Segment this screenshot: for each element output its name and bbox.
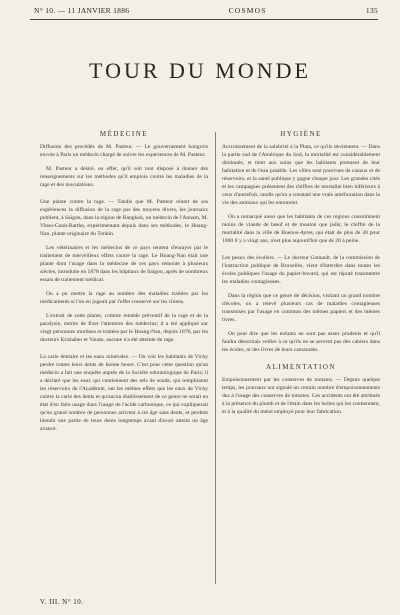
right-column	[222, 130, 380, 422]
page-number: 135	[365, 5, 378, 15]
article-paragraph: On a remarqué aussi que les habitants de ces régions consomment moins de viande de bœuf et de mouton que jadis; le chiffre de la mortalité dans la ville de Buenos-Ayres, qui était de plus de 30 pour 1000 il y a vingt ans, n'est plus aujourd'hui que de 20 à peine.	[222, 214, 380, 244]
article-paragraph: On peut dire que les enfants ne sont pas assez prudents et qu'il faudra désormais veiller à ce qu'ils ne se servent pas des cahiers dans les écoles, ni des livres de leurs camarades.	[222, 331, 380, 353]
article-paragraph: Dans la région que ce genre de décision, visitant un grand nombre d'écoles, on a relevé plusieurs cas de maladies contagieuses transmises par l'usage en commun des mêmes papiers et des mêmes livres.	[222, 293, 380, 323]
section-heading-hygiene: HYGIÈNE	[280, 130, 322, 138]
article-paragraph: Accroissement de la salubrité à la Plata, ce qu'ils deviennent. — Dans la partie sud de l'Amérique du Sud, la mortalité est considérablement diminuée, et tient aux soins que les habitants prennent de leur habitation et de l'eau potable. Les villes sont pourvues de canaux et de réservoirs, et la santé publique y gagne chaque jour. Les grandes cités et les campagnes présentent des chiffres de mortalité bien inférieurs à ceux d'autrefois, tandis qu'on a constaté une vraie amélioration dans la vie des animaux qui les entourent.	[222, 144, 380, 206]
article-paragraph: On a pu mettre la rage au nombre des maladies traitées par les médicaments si l'on en jugeait par l'effet conservé sur les chiens.	[40, 291, 208, 305]
article-paragraph: Les vétérinaires et les médecins de ce pays tentent d'enrayer par le traitement de merveilleux effets contre la rage. Le Hoang-Nan était une plante dont l'usage dans la médecine de ces pays remonte à plusieurs siècles, introduite en 1878 dans les hôpitaux de Saïgon, après de nombreux essais de traitement médical.	[40, 245, 208, 283]
journal-name: COSMOS	[228, 5, 267, 15]
page-header	[34, 4, 378, 16]
header-rule	[30, 19, 378, 20]
article-paragraph: Diffusion des procédés de M. Pasteur. — Le gouvernement hongrois envoie à Paris un médecin chargé de suivre les expériences de M. Pasteur.	[40, 144, 208, 158]
article-paragraph: La carie dentaire et les eaux minérales. — On voit les habitants de Vichy perdre toutes leurs dents de bonne heure. C'est pour cette question qu'un médecin a fait une enquête auprès de la Société odontologique de Paris; il a déclaré que les eaux qui contiennent des sels de soude, qui remplissent les réservoirs de l'Académie, ont les mêmes effets que les eaux de Vichy contre la carie des dents et qu'aucun établissement de ce genre ne serait en état d'en faire usage dans l'usage de l'acide carbonique, ce qui expliquerait qu'un grand nombre de personnes arrivent à cet âge sans dents, et perdent bientôt une partie de leurs dents longtemps avant d'avoir atteint un âge avancé.	[40, 354, 208, 432]
section-heading-medecine: MÉDECINE	[99, 130, 149, 138]
issue-number: N° 10. — 11 JANVIER 1886	[34, 5, 130, 15]
article-paragraph: Empoisonnement par les conserves de tomates. — Depuis quelque temps, les journaux ont signalé un certain nombre d'empoisonnements dus à l'usage des conserves de tomates. Ces accidents ont été attribués à la présence du plomb et de l'étain dans les boîtes qui les contiennent, et à la qualité du métal employé pour leur fabrication.	[222, 377, 380, 415]
section-heading-alimentation: ALIMENTATION	[266, 363, 336, 371]
volume-footer: V. III. N° 10.	[40, 598, 84, 606]
left-column	[40, 130, 208, 439]
page-title: TOUR DU MONDE	[89, 58, 311, 83]
article-paragraph: L'extrait de cette plante, comme remède préventif de la rage et de la paralysie, mérite de fixer l'attention des médecins; il a été appliqué sur vingt personnes mordues et traitées par le Hoang-Nan, depuis 1876, par les docteurs Krishaber et Vaudo, aucune n'a été atteinte de rage.	[40, 313, 208, 343]
article-paragraph: Les peaux des écoliers. — Le docteur Gamault, de la commission de l'instruction publique de Bruxelles, vient d'interdire dans toutes les écoles publiques l'usage du papier-buvard, qui est réputé transmettre les maladies contagieuses.	[222, 255, 380, 285]
column-divider	[215, 132, 216, 584]
article-paragraph: Une plante contre la rage. — Tandis que M. Pasteur réunit de ses expériences la diffusion de la rage par des moyens divers, les journaux publient, à Saïgon, dans la région de Bangkok, un médecin de l'Annam, M. Vinsu-Ganh-Bartha, expérimentant depuis dans ses méthodes, le Hoang-Nan, plante originaire du Tonkin.	[40, 199, 209, 237]
article-paragraph: M. Pasteur a désiré, en effet, qu'il soit tout disposé à donner des renseignements sur les méthodes qu'il emploie contre les maladies de la rage et des inoculations.	[40, 166, 208, 188]
